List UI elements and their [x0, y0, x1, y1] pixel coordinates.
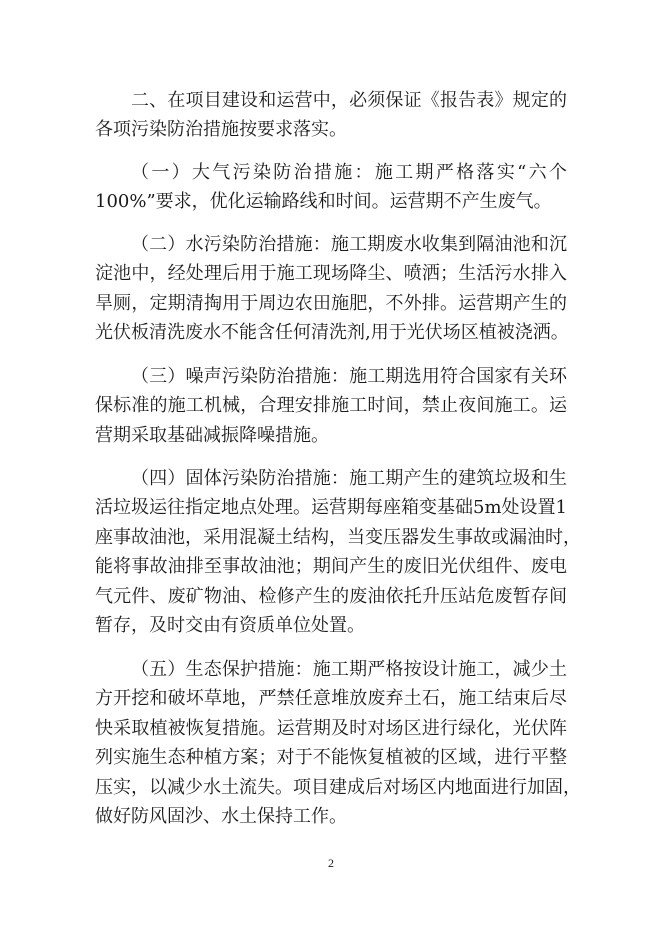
- para-solid-line-4: 能将事故油排至事故油池；期间产生的废旧光伏组件、废电: [95, 556, 567, 577]
- para-intro-line-2: 各项污染防治措施按要求落实。: [95, 119, 347, 140]
- para-intro-line-1: 二、在项目建设和运营中，必须保证《报告表》规定的: [131, 90, 567, 111]
- para-water-line-1: （二）水污染防治措施：施工期废水收集到隔油池和沉: [131, 234, 567, 255]
- para-solid-line-6: 暂存，及时交由有资质单位处置。: [95, 615, 365, 636]
- para-ecology-line-6: 做好防风固沙、水土保持工作。: [95, 806, 347, 827]
- page-number: 2: [328, 856, 334, 870]
- para-ecology-line-3: 快采取植被恢复措施。运营期及时对场区进行绿化，光伏阵: [95, 718, 567, 739]
- para-noise-line-2: 保标准的施工机械，合理安排施工时间，禁止夜间施工。运: [95, 395, 567, 416]
- para-air-line-2: 100%”要求，优化运输路线和时间。运营期不产生废气。: [95, 191, 552, 212]
- para-solid-line-1: （四）固体污染防治措施：施工期产生的建筑垃圾和生: [131, 468, 567, 489]
- para-ecology-line-2: 方开挖和破坏草地，严禁任意堆放废弃土石，施工结束后尽: [95, 688, 567, 709]
- para-air-line-1: （一）大气污染防治措施：施工期严格落实“六个: [131, 162, 567, 183]
- para-ecology-line-4: 列实施生态种植方案；对于不能恢复植被的区域，进行平整: [95, 747, 567, 768]
- para-water-line-2: 淀池中，经处理后用于施工现场降尘、喷洒；生活污水排入: [95, 263, 567, 284]
- para-ecology-line-5: 压实，以减少水土流失。项目建成后对场区内地面进行加固，: [95, 777, 581, 798]
- para-water-line-4: 光伏板清洗废水不能含任何清洗剂,用于光伏场区植被浇洒。: [95, 322, 569, 343]
- para-water-line-3: 旱厕，定期清掏用于周边农田施肥，不外排。运营期产生的: [95, 293, 567, 314]
- para-ecology-line-1: （五）生态保护措施：施工期严格按设计施工，减少土: [131, 659, 567, 680]
- para-solid-line-5: 气元件、废矿物油、检修产生的废油依托升压站危废暂存间: [95, 586, 567, 607]
- para-noise-line-1: （三）噪声污染防治措施：施工期选用符合国家有关环: [131, 366, 567, 387]
- para-noise-line-3: 营期采取基础减振降噪措施。: [95, 425, 329, 446]
- para-solid-line-3: 座事故油池，采用混凝土结构，当变压器发生事故或漏油时，: [95, 527, 581, 548]
- para-solid-line-2: 活垃圾运往指定地点处理。运营期每座箱变基础5m处设置1: [95, 497, 567, 518]
